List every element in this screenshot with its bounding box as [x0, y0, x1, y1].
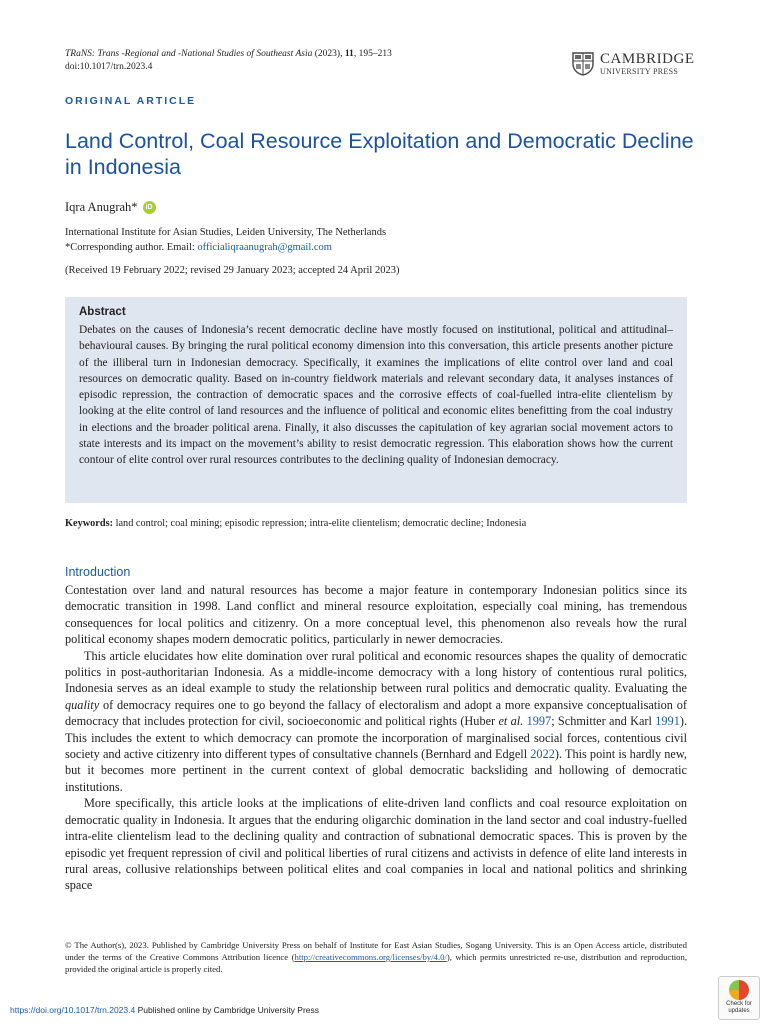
license-note: [65, 939, 687, 975]
check-for-updates-badge[interactable]: [718, 976, 760, 1020]
keywords-list: land control; coal mining; episodic repression; intra-elite clientelism; democratic decline; Indonesia: [113, 518, 527, 529]
publisher-logo-subtitle: UNIVERSITY PRESS: [600, 67, 679, 76]
shield-crest-icon: [572, 52, 594, 76]
paragraph-1: Contestation over land and natural resources has become a major feature in contemporary Indonesian politics since its democratic transition in 1998. Land conflict and mineral resource exploitation, especially coal mining, has tremendous consequences for local politics and citizenry. On a more conceptual level, this phenomenon also reveals how the rural political economy shapes modern democratic politics, particularly in newer democracies.: [65, 583, 687, 647]
journal-name: TRaNS: Trans -Regional and -National Studies of Southeast Asia: [65, 49, 313, 59]
publisher-logo: [572, 50, 696, 78]
affiliation: International Institute for Asian Studies, Leiden University, The Netherlands: [65, 227, 387, 238]
keywords-label: Keywords:: [65, 518, 114, 529]
journal-citation: [65, 48, 392, 74]
keywords: [65, 518, 526, 529]
corresponding-email-link[interactable]: officialiqraanugrah@gmail.com: [197, 242, 332, 253]
citation-link[interactable]: 1991: [655, 714, 680, 729]
journal-year: (2023),: [312, 49, 345, 59]
paragraph-2-text: This article elucidates how elite domination over rural political and economic resources shapes the quality of democratic politics in post-authoritarian Indonesia. As a middle-income democracy with a long history of contentious rural politics, Indonesia serves as an ideal example to study the relationship between rural politics and democratic quality. Evaluating the: [65, 648, 687, 696]
paragraph-2-text: of democracy requires one to go beyond the fallacy of electoralism and adopt a more expansive conceptualisation of democracy that includes protection for civil, socioeconomic and political rights (Huber: [65, 697, 687, 729]
received-dates: (Received 19 February 2022; revised 29 January 2023; accepted 24 April 2023): [65, 265, 400, 276]
body-text: [65, 582, 687, 894]
paragraph-2-text: ; Schmitter and Karl: [551, 714, 656, 729]
emphasis-quality: quality: [65, 697, 100, 712]
journal-pages: , 195–213: [353, 49, 392, 59]
author-name: Iqra Anugrah*: [65, 200, 138, 214]
abstract-text: Debates on the causes of Indonesia’s recent democratic decline have mostly focused on institutional, political and attitudinal–behavioural causes. By bringing the rural political economy dimension into this conversation, this article presents another picture of the illiberal turn in Indonesian democracy. Specifically, it examines the implications of elite control over land and coal resources on democratic quality. Based on in-country fieldwork materials and relevant secondary data, it analyses instances of episodic repression, the contraction of democratic spaces and the corrosive effects of coal-fuelled intra-elite clientelism by looking at the elite control of land resources and the influence of political and economic elites benefitting from the coal industry in elections and the broader political arena. Finally, it also discusses the capitulation of key agrarian social movement actors to state interests and its impact on the movement’s ability to resist democratic regression. This elaboration shows how the current contour of elite control over rural resources contributes to the declining quality of Indonesian democracy.: [79, 324, 673, 467]
citation-link[interactable]: 2022: [530, 747, 555, 762]
citation-link[interactable]: 1997: [526, 714, 552, 729]
section-heading-introduction: Introduction: [65, 565, 131, 579]
footer: [10, 1005, 319, 1015]
journal-doi: doi:10.1017/trn.2023.4: [65, 62, 153, 72]
license-link[interactable]: http://creativecommons.org/licenses/by/4.0/: [294, 952, 447, 962]
updates-icon: [729, 980, 749, 1000]
journal-volume: 11: [344, 49, 354, 59]
paragraph-2-text: ). This point is hardly new, but it becomes more pertinent in the current context of global democratic backsliding and hollowing of democratic institutions.: [65, 747, 687, 794]
affiliation-block: [65, 225, 386, 255]
license-text: ), which permits unrestricted re-use, distribution and reproduction, provided the original article is properly cited.: [65, 952, 688, 974]
license-text: © The Author(s), 2023. Published by Cambridge University Press on behalf of Institute for East Asian Studies, Sogang University. This is an Open Access article, distributed under the terms of the Creative Commons Attribution licence (: [65, 940, 687, 962]
author-line: [65, 200, 156, 215]
article-type: ORIGINAL ARTICLE: [65, 95, 197, 107]
footer-published: Published online by Cambridge University Press: [135, 1005, 320, 1015]
footer-doi-link[interactable]: https://doi.org/10.1017/trn.2023.4: [10, 1005, 136, 1015]
paragraph-3: More specifically, this article looks at the implications of elite-driven land conflicts and coal resource exploitation on democratic quality in Indonesia. It argues that the enduring oligarchic domination in the land sector and coal industry-fuelled intra-elite clientelism lead to the declining quality and contraction of subnational democratic spaces. This is proven by the episodic yet frequent repression of civil and political liberties of rural citizens and activists in defence of elite land interests in rural areas, collusive relationships between political elites and coal companies in local and national politics and shrinking space: [65, 796, 687, 893]
badge-line-1: Check for: [726, 1001, 752, 1007]
abstract-heading: Abstract: [79, 306, 126, 318]
publisher-logo-name: CAMBRIDGE: [600, 51, 695, 67]
paragraph-2: [65, 648, 687, 796]
article-title: Land Control, Coal Resource Exploitation and Democratic Decline in Indonesia: [65, 129, 694, 179]
paragraph-2-text: ). This includes the extent to which democracy can promote the incorporation of marginalised social forces, contentious civil society and active citizenry into different types of consultative channels (Bernhard and Edgell: [65, 714, 688, 762]
orcid-icon[interactable]: iD: [143, 201, 156, 214]
corresponding-label: *Corresponding author. Email:: [65, 242, 198, 253]
emphasis-etal: et al.: [498, 714, 524, 729]
badge-line-2: updates: [728, 1008, 750, 1014]
